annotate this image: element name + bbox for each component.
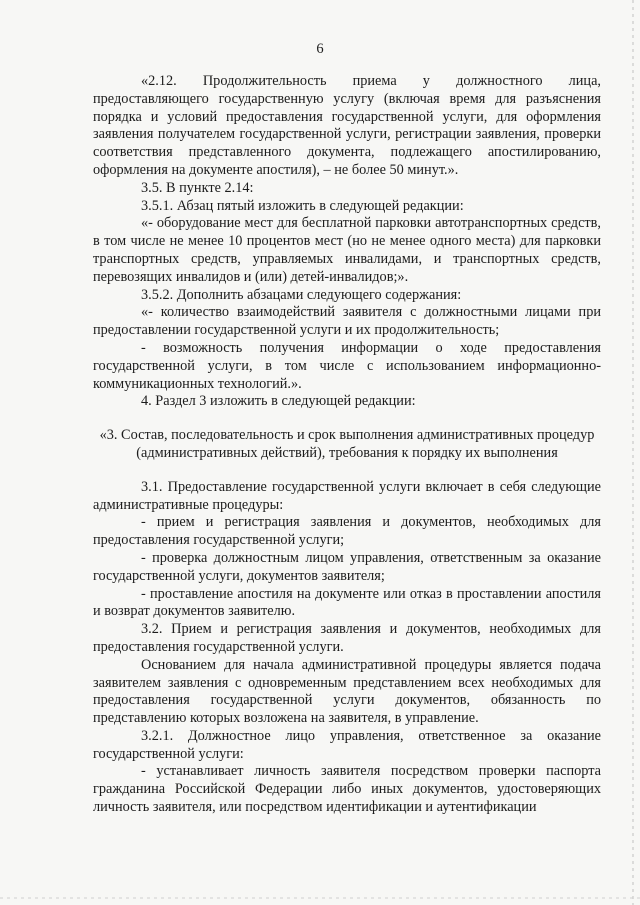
section-heading: «3. Состав, последовательность и срок выполнения административных процедур (административных действий), требования к порядку их выполнения	[99, 427, 595, 461]
paragraph-3-5: 3.5. В пункте 2.14:	[141, 179, 254, 196]
paragraph-basis: Основанием для начала административной процедуры является подача заявителем заявления с одновременным представлением всех необходимых для предоставления государственной услуги документов, обязанность по представлению которых возложена на заявителя, в управление.	[93, 656, 601, 727]
paragraph-3-5-2: 3.5.2. Дополнить абзацами следующего содержания:	[141, 286, 462, 303]
scan-edge-bottom	[0, 897, 640, 899]
paragraph-section-4: 4. Раздел 3 изложить в следующей редакции:	[141, 393, 416, 410]
paragraph-interactions: «- количество взаимодействий заявителя с должностными лицами при предоставлении государственной услуги и их продолжительность;	[93, 304, 601, 339]
paragraph-2-12: «2.12. Продолжительность приема у должностного лица, предоставляющего государственную услугу (включая время для разъяснения порядка и условий предоставления государственной услуги, для оформления заявления получателем государственной услуги, регистрации заявления, проверки соответствия представленного документа, подлежащего апостилированию, оформления на документе апостиля), – не более 50 минут.».	[93, 73, 601, 178]
list-item-verification: - проверка должностным лицом управления, ответственным за оказание государственной услуги, документов заявителя;	[93, 549, 601, 584]
spacer	[93, 411, 601, 427]
list-item-reception: - прием и регистрация заявления и документов, необходимых для предоставления государственной услуги;	[93, 514, 601, 549]
paragraph-3-1: 3.1. Предоставление государственной услуги включает в себя следующие административные процедуры:	[93, 478, 601, 513]
paragraph-identity: - устанавливает личность заявителя посредством проверки паспорта гражданина Российской Федерации либо иных документов, удостоверяющих личность заявителя, или посредством идентификации и аутентификации	[93, 763, 601, 816]
list-item-apostille: - проставление апостиля на документе или отказ в проставлении апостиля и возврат документов заявителю.	[93, 585, 601, 620]
paragraph-3-5-1: 3.5.1. Абзац пятый изложить в следующей редакции:	[141, 197, 464, 214]
paragraph-3-2: 3.2. Прием и регистрация заявления и документов, необходимых для предоставления государственной услуги.	[93, 621, 601, 655]
paragraph-3-2-1: 3.2.1. Должностное лицо управления, ответственное за оказание государственной услуги:	[93, 727, 601, 762]
document-body	[93, 73, 601, 817]
scan-edge-right	[632, 0, 634, 905]
spacer	[93, 463, 601, 479]
page-number: 6	[316, 41, 324, 57]
paragraph-info-possibility: - возможность получения информации о ходе предоставления государственной услуги, в том числе с использованием информационно-коммуникационных технологий.».	[93, 339, 601, 392]
paragraph-parking: «- оборудование мест для бесплатной парковки автотранспортных средств, в том числе не менее 10 процентов мест (но не менее одного места) для парковки транспортных средств, управляемых инвалидами, и транспортных средств, перевозящих инвалидов и (или) детей-инвалидов;».	[93, 215, 601, 285]
